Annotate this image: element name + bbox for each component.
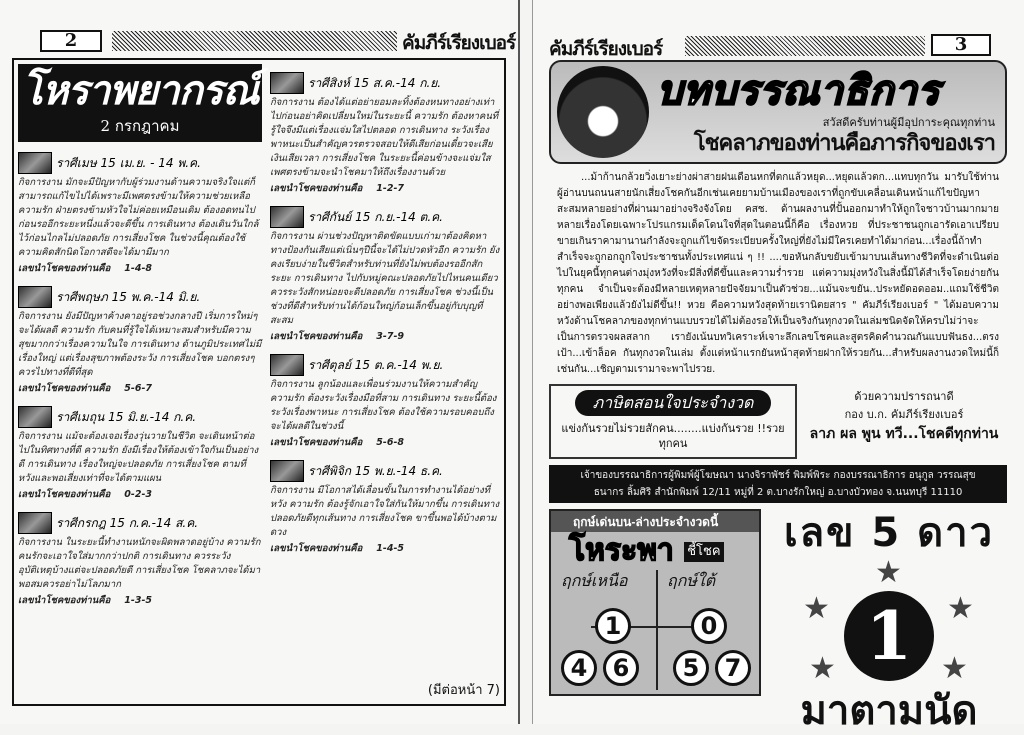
zodiac-icon <box>270 354 304 376</box>
star-icon: ★ <box>941 652 968 685</box>
sign-lucky-line <box>270 330 500 344</box>
star-icon: ★ <box>809 652 836 685</box>
star-icon: ★ <box>947 592 974 625</box>
divider-vertical <box>656 570 658 690</box>
header-hatch-divider <box>685 36 925 56</box>
credits-line-2: ธนากร ลิ้มศิริ สำนักพิมพ์ 12/11 หมู่ที่ 2 ต.บางรักใหญ่ อ.บางบัวทอง จ.นนทบุรี 11110 <box>593 487 963 498</box>
lucky-label: เลขนำโชคของท่านคือ <box>18 383 111 394</box>
horoscope-sign <box>18 152 262 276</box>
sign-text: กิจการงาน ลูกน้องและเพื่อนร่วมงานให้ความสำคัญ ความรัก ต้องระวังเรื่องมือที่สาม การเดินทาง ระยะนี้ต้องระวังเรื่องพาหนะ การเสี่ยงโชค ต้องใช้ความรอบคอบถึงจะได้ผลดีในช่วงนี้ <box>270 379 497 432</box>
page-number: 2 <box>40 30 102 52</box>
lucky-box-title: โหระพา <box>569 533 674 568</box>
horoscope-sign <box>270 72 500 196</box>
south-number-ball: 0 <box>691 608 727 644</box>
sign-lucky-line <box>18 262 262 276</box>
sign-text: กิจการงาน ผ่านช่วงปัญหาติดขัดแบบเก่ามาต้องคิดหาทางป้องกันเสียแต่เนิ่นๆปีนี้จะได้ไม่ปวดหัวอีก ความรัก ยังคงเรียบง่ายในชีวิตสำหรับท่านที่ยังไม่พบต้องรออีกสักระยะ การเดินทาง ไปกับหมู่คณะปลอดภัยไปไหนคนเดียวควรระวังสักหน่อยจะดีปลอดภัย การเสี่ยงโชค ช่วงนี้เป็นช่วงที่ดีสำหรับท่านได้ก้อนใหญ่ก้อนเล็กขึ้นอยู่กับบุญที่สะสม <box>270 231 500 326</box>
horapa-lucky-box <box>549 509 761 696</box>
lucky-label: เลขนำโชคของท่านคือ <box>18 489 111 500</box>
horoscope-column-left <box>18 64 262 700</box>
signoff-line-1: ด้วยความปรารถนาดี <box>854 390 954 403</box>
horoscope-date: 2 กรกฎาคม <box>100 117 180 135</box>
north-number-ball: 1 <box>595 608 631 644</box>
sign-text: กิจการงาน ยังมีปัญหาค้างคาอยู่รอช่วงกลางปี เริ่มการใหม่ๆจะได้ผลดี ความรัก กับคนที่รู้ใจได้เหมาะสมสำหรับมีความสุขมากกว่าเรื่องความในใจ การเดินทาง ด้านภูมิประเทศไม่มีเรื่องใหญ่ แต่เรื่องสุขภาพต้องระวัง การเสี่ยงโชค บอกตรงๆ ควรไปทางที่ดีที่สุด <box>18 311 262 378</box>
horoscope-title-banner <box>18 64 262 142</box>
sign-text: กิจการงาน มีโอกาสได้เลื่อนขั้นในการทำงานได้อย่างที่หวัง ความรัก ต้องรู้จักเอาใจใส่กันให้มากขึ้น การเดินทาง ปลอดภัยดีทุกเส้นทาง การเสี่ยงโชค ขาขึ้นพอได้บ้างตามดวง <box>270 485 500 538</box>
right-page <box>532 0 1024 734</box>
horoscope-title: โหราพยากรณ์ <box>21 67 259 114</box>
sign-name: ราศีตุลย์ 15 ต.ค.-14 พ.ย. <box>308 358 444 372</box>
lucky-numbers: 1-4-5 <box>376 543 405 554</box>
zodiac-icon <box>18 406 52 428</box>
sign-heading <box>270 72 500 94</box>
lucky-box-title-wrap <box>551 532 759 570</box>
sign-text: กิจการงาน ในระยะนี้ทำงานหนักจะผิดพลาดอยู่บ้าง ความรัก คนรักจะเอาใจใส่มากกว่าปกติ การเดินทาง ควรระวังอุบัติเหตุบ้างแต่จะปลอดภัยดี การเสี่ยงโชค โชคลาภจะได้มาพอสมควรอย่าไม่โลภมาก <box>18 537 261 590</box>
horoscope-sign <box>270 354 500 450</box>
sign-lucky-line <box>18 594 262 608</box>
brand-logo: คัมภีร์เรียงเบอร์ <box>402 32 516 54</box>
sign-heading <box>270 206 500 228</box>
signoff-line-2: กอง บ.ก. คัมภีร์เรียงเบอร์ <box>844 408 964 421</box>
lucky-numbers: 0-2-3 <box>124 489 153 500</box>
editorial-header <box>549 60 1007 164</box>
zodiac-icon <box>270 72 304 94</box>
continued-note: (มีต่อหน้า 7) <box>427 683 500 698</box>
sign-lucky-line <box>270 542 500 556</box>
north-number-ball: 6 <box>603 650 639 686</box>
five-star-panel <box>769 509 1009 735</box>
zodiac-icon <box>270 206 304 228</box>
sign-name: ราศีเมษ 15 เม.ย. - 14 พ.ค. <box>56 156 201 170</box>
sign-text: กิจการงาน มักจะมีปัญหากับผู้ร่วมงานด้านความจริงใจแต่ก็สามารถแก้ไขไปได้เพราะมีเพศตรงข้ามให้ความช่วยเหลือ ความรัก ฝ่ายตรงข้ามหัวใจไม่ค่อยเหมือนเดิม ต้องอดทนไปก่อนรออีกระยะหนึ่งแล้วจะดีขึ้น การเดินทาง ต้องเดินวันใกล้ไว้ก่อนไกลไม่ปลอดภัย การเสี่ยงโชค ในช่วงนี้คุณต้องใช้ความคิดสักนิดโอกาสดีจะได้มามีมาก <box>18 177 259 258</box>
brand-logo: คัมภีร์เรียงเบอร์ <box>549 38 663 60</box>
lucky-numbers: 3-7-9 <box>376 331 405 342</box>
lucky-label: เลขนำโชคของท่านคือ <box>270 437 363 448</box>
lucky-label: เลขนำโชคของท่านคือ <box>270 331 363 342</box>
sign-heading <box>270 354 500 376</box>
lucky-diagram <box>551 570 759 694</box>
sign-text: กิจการงาน ต้องได้แต่อย่ายอมละทิ้งต้องหนทางอย่างเท่าไปก่อนอย่าคิดเปลี่ยนใหม่ในระยะนี้ ความรัก ต้องหาคนที่รู้ใจจึงมีแต่เรื่องแจ่มใสไปตลอด การเดินทาง ระวังเรื่องพาหนะเป็นสำคัญควรตรวจสอบให้ดีเสียก่อนเดี๋ยวจะเสียเงินเสียเวลา การเสี่ยงโชค ในระยะนี้ค่อนข้างจะแจ่มใส เพศตรงข้ามจะนำโชคมาให้ถึงเรื่องงานด้วย <box>270 97 499 178</box>
south-number-ball: 7 <box>715 650 751 686</box>
editorial-header-text <box>657 67 995 158</box>
page-number: 3 <box>931 34 991 56</box>
magazine-logo-icon <box>557 66 649 158</box>
lucky-box-tag: ชี้โชค <box>684 542 723 562</box>
horoscope-sign <box>270 460 500 556</box>
star-icon: ★ <box>875 556 902 589</box>
editorial-subtitle: โชคลาภของท่านคือภารกิจของเรา <box>693 130 995 156</box>
five-star-footer: มาตามนัด <box>800 688 978 734</box>
south-number-ball: 5 <box>673 650 709 686</box>
north-number-ball: 4 <box>561 650 597 686</box>
lucky-numbers: 1-2-7 <box>376 183 405 194</box>
horoscope-column-right <box>270 64 500 700</box>
lucky-numbers: 1-3-5 <box>124 595 153 606</box>
lucky-label: เลขนำโชคของท่านคือ <box>270 183 363 194</box>
sign-name: ราศีพฤษภ 15 พ.ค.-14 มิ.ย. <box>56 290 201 304</box>
lucky-numbers: 5-6-7 <box>124 383 153 394</box>
editorial-body: ...ม้าก้านกล้วยวิ่งเยาะย่างผ่าสายฝนเดือนหกที่ตกแล้วหยุด...หยุดแล้วตก...แทบทุกวัน มารับใช้ท่านผู้อ่านบนถนนสายนักเสี่ยงโชคกันอีกเช่นเคยยามบ้านเมืองของเราที่ถูกขับเคลื่อนเดินหน้าแก้ไขปัญหาสะสมหลายอย่างที่ผ่านมาอย่างจริงจังโดย คสช. ด้านผลงานที่ปั้นออกมาทำให้ถูกใจชาวบ้านมากมายหลายเรื่องโดยเฉพาะโปรแกรมเด็ดโดนใจที่สุดในตอนนี้ก็คือ เรื่องหวย ที่ประชาชนถูกเอารัดเอาเปรียบขายเกินราคามานานกำลังจะถูกแก้ไขจัดระเบียบครั้งใหญ่ที่ยังไม่มีใครเคยทำได้มาก่อน...เรื่องนี้ถ้าทำสำเร็จจะถูกอกถูกใจประชาชนทั้งประเทศแน่ ๆ !! ....ขอหันกลับขยับเข้ามาบนเส้นทางชีวิตที่จะดำเนินต่อไปในยุคนี้ทุกคนต่างมุ่งหวังที่จะมีสิ่งที่ดีขึ้นและความร่ำรวย แต่ความมุ่งหวังในสิ่งนี้มิได้สำเร็จโดยง่ายกันทุกคน จำเป็นจะต้องมีหลายเหตุหลายปัจจัยมาเป็นตัวช่วย...แม้นจะขยัน..ประหยัดอดออม..แถมใช้ชีวิตอย่างพอเพียงแล้วยังไม่ดีขึ้น!! หวย คือความหวังสุดท้ายเรานิตยสาร " คัมภีร์เรียงเบอร์ " ได้มอบความหวังด้านโชคลาภของทุกท่านแบบรวยได้ไม่ต้องรอให้เป็นจริงกันทุกงวดในเล่มชนิดจัดให้ครบไม่ว่าจะเป็นการตรวจผลสลาก เรายังเน้นบทวิเคราะห์เจาะลึกเลขโชคและสูตรคิดคำนวณกันแบบฟันธง...ตรงเป้า...เข้าล็อค กันทุกงวดในเล่ม ตั้งแต่หน้าแรกยันหน้าสุดท้ายฝากให้รวยกัน...สำหรับผลงานงวดใหม่นี้ก็เช่นกัน...เชิญตามเรามาจะพาไปรวย. <box>557 172 999 375</box>
publisher-credits <box>549 465 1007 503</box>
sign-heading <box>270 460 500 482</box>
star-icon: ★ <box>803 592 830 625</box>
horoscope-sign <box>270 206 500 344</box>
proverb-box <box>549 384 797 459</box>
zodiac-icon <box>18 512 52 534</box>
editorial-signoff <box>801 384 1007 459</box>
lucky-numbers: 5-6-8 <box>376 437 405 448</box>
lucky-label: เลขนำโชคของท่านคือ <box>18 263 111 274</box>
lucky-label: เลขนำโชคของท่านคือ <box>18 595 111 606</box>
lucky-row <box>549 509 1007 735</box>
editorial-greeting: สวัสดีครับท่านผู้มีอุปการะคุณทุกท่าน <box>822 115 995 129</box>
horoscope-sign <box>18 512 262 608</box>
sign-name: ราศีพิจิก 15 พ.ย.-14 ธ.ค. <box>308 464 443 478</box>
horoscope-sign <box>18 406 262 502</box>
header-hatch-divider <box>112 31 397 51</box>
five-star-title: เลข 5 ดาว <box>783 510 995 556</box>
credits-line-1: เจ้าของบรรณาธิการผู้พิมพ์ผู้โฆษณา นางจิราพัชร์ พิมพ์พิระ กองบรรณาธิการ อนุกูล วรรณสุข <box>580 470 976 481</box>
lucky-box-header: ฤกษ์เด่นบน-ล่างประจำงวดนี้ <box>551 511 759 532</box>
zodiac-icon <box>18 152 52 174</box>
lucky-numbers: 1-4-8 <box>124 263 153 274</box>
sign-name: ราศีกันย์ 15 ก.ย.-14 ต.ค. <box>308 210 443 224</box>
sign-lucky-line <box>18 382 262 396</box>
editorial-title: บทบรรณาธิการ <box>657 67 941 114</box>
sign-name: ราศีกรกฎ 15 ก.ค.-14 ส.ค. <box>56 516 199 530</box>
north-label: ฤกษ์เหนือ <box>561 571 628 590</box>
south-label: ฤกษ์ใต้ <box>667 571 716 590</box>
sign-text: กิจการงาน แม้จะต้องเจอเรื่องวุ่นวายในชีวิต จะเดินหน้าต่อไปในทิศทางที่ดี ความรัก ยังมีเรื่องให้ต้องเข้าใจกันเป็นอย่างดี การเดินทาง เรื่องใหญ่จะปลอดภัย การเสี่ยงโชค ตามที่หวังและพอเสี่ยงเท่าที่จะได้ตามแผน <box>18 431 259 484</box>
proverb-text: แข่งกันรวยไม่รวยสักคน........แบ่งกันรวย !!รวยทุกคน <box>561 422 785 450</box>
zodiac-icon <box>270 460 304 482</box>
sign-name: ราศีสิงห์ 15 ส.ค.-14 ก.ย. <box>308 76 442 90</box>
sign-name: ราศีเมถุน 15 มิ.ย.-14 ก.ค. <box>56 410 197 424</box>
sign-lucky-line <box>18 488 262 502</box>
five-star-graphic <box>769 557 1009 687</box>
sign-lucky-line <box>270 436 500 450</box>
right-page-content <box>549 60 1007 735</box>
sign-heading <box>18 512 262 534</box>
sign-heading <box>18 152 262 174</box>
sign-heading <box>18 406 262 428</box>
sign-lucky-line <box>270 182 500 196</box>
proverb-row <box>549 384 1007 459</box>
horoscope-box <box>12 58 506 706</box>
proverb-title: ภาษิตสอนใจประจำงวด <box>575 390 772 416</box>
five-star-number: 1 <box>844 591 934 681</box>
horoscope-sign <box>18 286 262 396</box>
lucky-label: เลขนำโชคของท่านคือ <box>270 543 363 554</box>
zodiac-icon <box>18 286 52 308</box>
signoff-line-3: ลาภ ผล พูน ทวี...โชคดีทุกท่าน <box>809 426 999 442</box>
sign-heading <box>18 286 262 308</box>
